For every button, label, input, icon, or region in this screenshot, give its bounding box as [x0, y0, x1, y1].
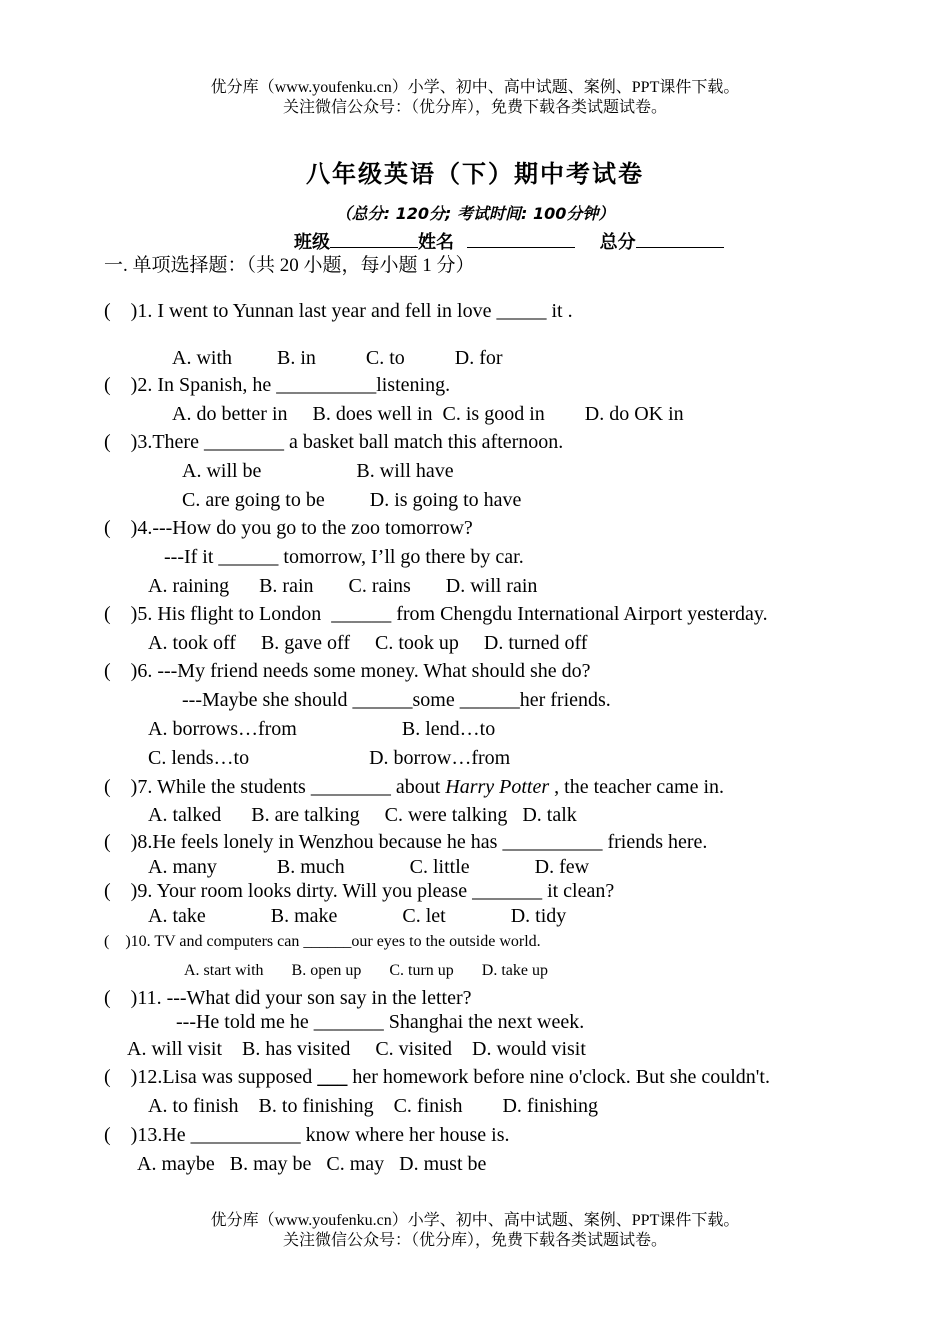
- question-11-line-2: ---He told me he _______ Shanghai the next week.: [176, 1011, 585, 1033]
- question-9: ( )9. Your room looks dirty. Will you please _______ it clean?: [104, 880, 615, 902]
- question-12-blank: ___: [317, 1066, 348, 1088]
- question-7: [104, 775, 724, 799]
- name-blank: [467, 229, 575, 248]
- question-4: ( )4.---How do you go to the zoo tomorrow?: [104, 517, 473, 539]
- question-3-options-1: A. will be B. will have: [182, 460, 454, 482]
- question-3-options-2: C. are going to be D. is going to have: [182, 489, 522, 511]
- question-12-text-b: her homework before nine o'clock. But she couldn't.: [347, 1066, 770, 1088]
- footer-line-1: 优分库（www.youfenku.cn）小学、初中、高中试题、案例、PPT课件下载。: [210, 1212, 740, 1229]
- question-13: ( )13.He ___________ know where her house is.: [104, 1124, 510, 1146]
- name-label: 姓名: [418, 232, 454, 253]
- question-7-book-title: Harry Potter: [445, 776, 550, 798]
- question-10-options: A. start with B. open up C. turn up D. take up: [184, 962, 548, 979]
- header-line-1: 优分库（www.youfenku.cn）小学、初中、高中试题、案例、PPT课件下载。: [210, 79, 740, 96]
- question-8: ( )8.He feels lonely in Wenzhou because he has __________ friends here.: [104, 831, 708, 853]
- question-11-options: A. will visit B. has visited C. visited D. would visit: [127, 1038, 586, 1060]
- question-8-options: A. many B. much C. little D. few: [148, 856, 590, 878]
- question-12-options: A. to finish B. to finishing C. finish D. finishing: [148, 1095, 599, 1117]
- section-heading: 一. 单项选择题：（共 20 小题，每小题 1 分）: [104, 255, 475, 276]
- question-4-line-2: ---If it ______ tomorrow, I’ll go there by car.: [164, 546, 524, 568]
- exam-title: 八年级英语（下）期中考试卷: [306, 160, 644, 188]
- question-6-options-2: C. lends…to D. borrow…from: [148, 747, 511, 769]
- footer-line-2: 关注微信公众号：（优分库），免费下载各类试题试卷。: [282, 1232, 667, 1249]
- fields-row: [294, 228, 724, 254]
- question-6-options-1: A. borrows…from B. lend…to: [148, 718, 496, 740]
- question-1-options: A. with B. in C. to D. for: [172, 347, 503, 369]
- question-7-text-a: ( )7. While the students ________ about: [104, 776, 446, 798]
- class-blank: [330, 229, 418, 248]
- question-5: ( )5. His flight to London ______ from Chengdu International Airport yesterday.: [104, 603, 768, 625]
- question-12-text-a: ( )12.Lisa was supposed: [104, 1066, 318, 1088]
- question-4-options: A. raining B. rain C. rains D. will rain: [148, 575, 538, 597]
- question-1: ( )1. I went to Yunnan last year and fell in love _____ it .: [104, 300, 573, 322]
- question-12: [104, 1065, 770, 1089]
- question-13-options: A. maybe B. may be C. may D. must be: [137, 1153, 487, 1175]
- question-7-options: A. talked B. are talking C. were talking D. talk: [148, 804, 577, 826]
- score-blank: [636, 229, 724, 248]
- exam-subtitle: （总分: 120分; 考试时间: 100分钟）: [335, 204, 615, 223]
- question-10: ( )10. TV and computers can ______our eyes to the outside world.: [104, 933, 541, 950]
- question-2: ( )2. In Spanish, he __________listening.: [104, 374, 451, 396]
- class-label: 班级: [294, 232, 330, 253]
- question-5-options: A. took off B. gave off C. took up D. turned off: [148, 632, 588, 654]
- header-line-2: 关注微信公众号：（优分库），免费下载各类试题试卷。: [282, 99, 667, 116]
- question-6: ( )6. ---My friend needs some money. What should she do?: [104, 660, 591, 682]
- question-9-options: A. take B. make C. let D. tidy: [148, 905, 567, 927]
- question-7-text-b: , the teacher came in.: [549, 776, 725, 798]
- question-3: ( )3.There ________ a basket ball match this afternoon.: [104, 431, 564, 453]
- question-2-options: A. do better in B. does well in C. is good in D. do OK in: [172, 403, 684, 425]
- question-6-line-2: ---Maybe she should ______some ______her friends.: [182, 689, 611, 711]
- question-11: ( )11. ---What did your son say in the letter?: [104, 987, 472, 1009]
- score-label: 总分: [599, 232, 636, 253]
